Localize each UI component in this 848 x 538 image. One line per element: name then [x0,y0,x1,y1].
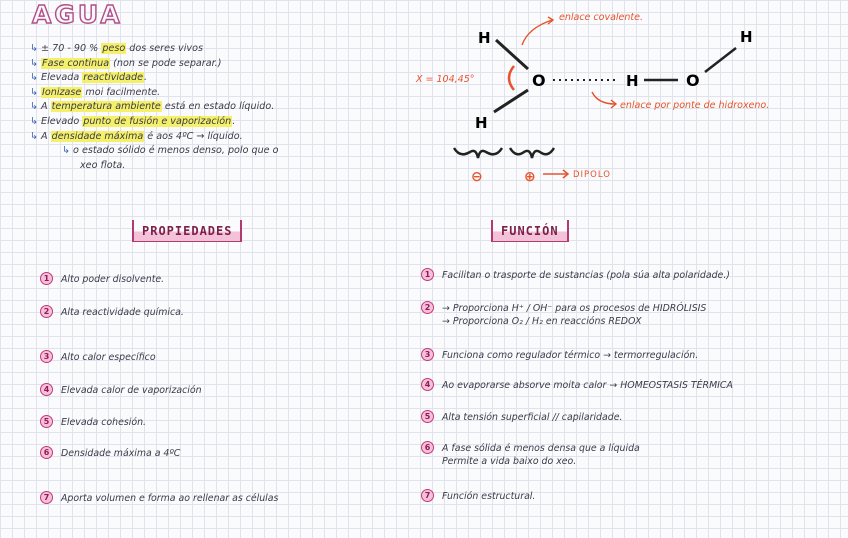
intro-line [30,115,279,130]
intro-text: A [41,130,51,142]
funcion-item-text: A fase sólida é menos densa que a líquida [442,443,640,454]
intro-text: está en estado líquido. [161,101,275,113]
intro-line [30,130,279,145]
intro-list [30,42,279,173]
number-badge: 6 [40,446,53,459]
funcion-item-text: Facilitan o trasporte de sustancias (pola súa alta polaridade.) [442,270,730,281]
funcion-item-text: Ao evaporarse absorve moita calor → HOMEOSTASIS TÉRMICA [442,380,733,391]
hbond-label: enlace por ponte de hidroxeno. [620,100,770,111]
arrow-icon: ↳ [30,43,39,54]
propiedades-item-text: Alta reactividade química. [61,307,184,318]
covalent-label: enlace covalente. [559,12,643,23]
number-badge: 1 [421,268,434,281]
negative-charge-symbol: ⊖ [471,169,483,185]
propiedades-item-text: Alto calor específico [61,352,156,363]
number-badge: 1 [40,272,53,285]
oxygen-left-atom: O [532,71,546,90]
intro-text: Elevada [41,72,83,84]
funcion-item-3 [421,348,698,362]
covalent-bond-bottom [494,90,528,112]
propiedades-item-3 [40,350,156,364]
covalent-bond-top [496,40,528,69]
propiedades-item-5 [40,415,146,429]
number-badge: 7 [40,491,53,504]
arrow-icon: ↳ [30,72,39,84]
number-badge: 4 [40,383,53,396]
intro-text: ± 70 - 90 % [41,43,102,54]
funcion-item-4 [421,378,733,392]
funcion-item-text: Permite a vida baixo do xeo. [442,456,577,467]
funcion-item-5 [421,410,622,424]
propiedades-item-6 [40,446,180,460]
intro-text: Elevado [41,115,83,127]
covalent-arrow [522,20,552,45]
number-badge: 2 [421,301,434,314]
funcion-item-text: → Proporciona O₂ / H₂ en reaccións REDOX [442,316,642,327]
h-bottom-atom: H [475,114,488,132]
intro-line [30,42,279,57]
number-badge: 4 [421,378,434,391]
h-top-atom: H [478,29,491,47]
funcion-list [421,268,831,513]
funcion-item-6 [421,441,640,468]
number-badge: 7 [421,489,434,502]
oxygen-right-atom: O [686,71,700,90]
arrow-icon: ↳ [30,130,39,142]
funcion-item-1 [421,268,730,282]
funcion-item-7 [421,489,535,503]
propiedades-item-4 [40,383,202,397]
brace-right [510,148,554,158]
propiedades-list [40,272,400,512]
number-badge: 5 [421,410,434,423]
highlighted-text: reactividade [83,72,143,84]
funcion-heading: FUNCIÓN [491,220,569,242]
number-badge: 6 [421,441,434,454]
funcion-item-2 [421,301,706,328]
bond-angle-label: X = 104,45° [416,74,475,85]
intro-line [30,144,279,159]
intro-text: (non se pode separar.) [110,57,222,69]
intro-text: o estado sólido é menos denso, polo que o [73,145,279,157]
number-badge: 2 [40,305,53,318]
intro-line [30,159,279,174]
arrow-icon: ↳ [30,57,39,69]
intro-text: . [144,72,148,84]
propiedades-item-text: Aporta volumen e forma ao rellenar as células [61,493,279,504]
intro-text: xeo flota. [80,159,126,171]
propiedades-item-text: Elevada calor de vaporización [61,385,202,396]
propiedades-item-text: Alto poder disolvente. [61,274,165,285]
water-molecule-diagram [410,0,848,200]
hbond-arrow [592,92,615,104]
highlighted-text: peso [102,43,126,54]
number-badge: 5 [40,415,53,428]
arrow-icon: ↳ [30,86,39,98]
brace-left [454,148,502,158]
propiedades-heading: PROPIEDADES [132,220,242,242]
propiedades-item-text: Densidade máxima a 4ºC [61,448,181,459]
highlighted-text: temperatura ambiente [51,101,161,113]
propiedades-item-2 [40,305,184,319]
dipole-label: DIPOLO [573,170,611,180]
highlighted-text: Ionizase [42,86,82,98]
intro-text: moi facilmente. [82,86,161,98]
intro-text: . [232,115,236,127]
number-badge: 3 [40,350,53,363]
number-badge: 3 [421,348,434,361]
funcion-item-text: Funciona como regulador térmico → termorregulación. [442,350,699,361]
highlighted-text: densidade máxima [51,130,144,142]
page-title: AGUA [32,0,123,29]
propiedades-item-1 [40,272,164,286]
h-middle-atom: H [626,72,639,90]
intro-line [30,86,279,101]
positive-charge-symbol: ⊕ [524,169,536,185]
funcion-item-text: Alta tensión superficial // capilaridade. [442,412,623,423]
arrow-icon: ↳ [30,101,39,113]
propiedades-item-text: Elevada cohesión. [61,417,147,428]
intro-text: é aos 4ºC → líquido. [144,130,243,142]
highlighted-text: punto de fusión e vaporización [83,115,232,127]
propiedades-item-7 [40,491,278,505]
intro-line [30,71,279,86]
intro-line [30,57,279,72]
h-right-atom: H [740,28,753,46]
covalent-bond-right-h [705,48,736,72]
bond-angle-arc [509,66,514,90]
intro-text: dos seres vivos [126,43,203,54]
intro-text: A [41,101,51,113]
arrow-icon: ↳ [62,145,71,157]
intro-line [30,100,279,115]
funcion-item-text: → Proporciona H⁺ / OH⁻ para os procesos de HIDRÓLISIS [442,303,707,314]
arrow-icon: ↳ [30,115,39,127]
funcion-item-text: Función estructural. [442,491,536,502]
highlighted-text: Fase continua [42,57,110,69]
